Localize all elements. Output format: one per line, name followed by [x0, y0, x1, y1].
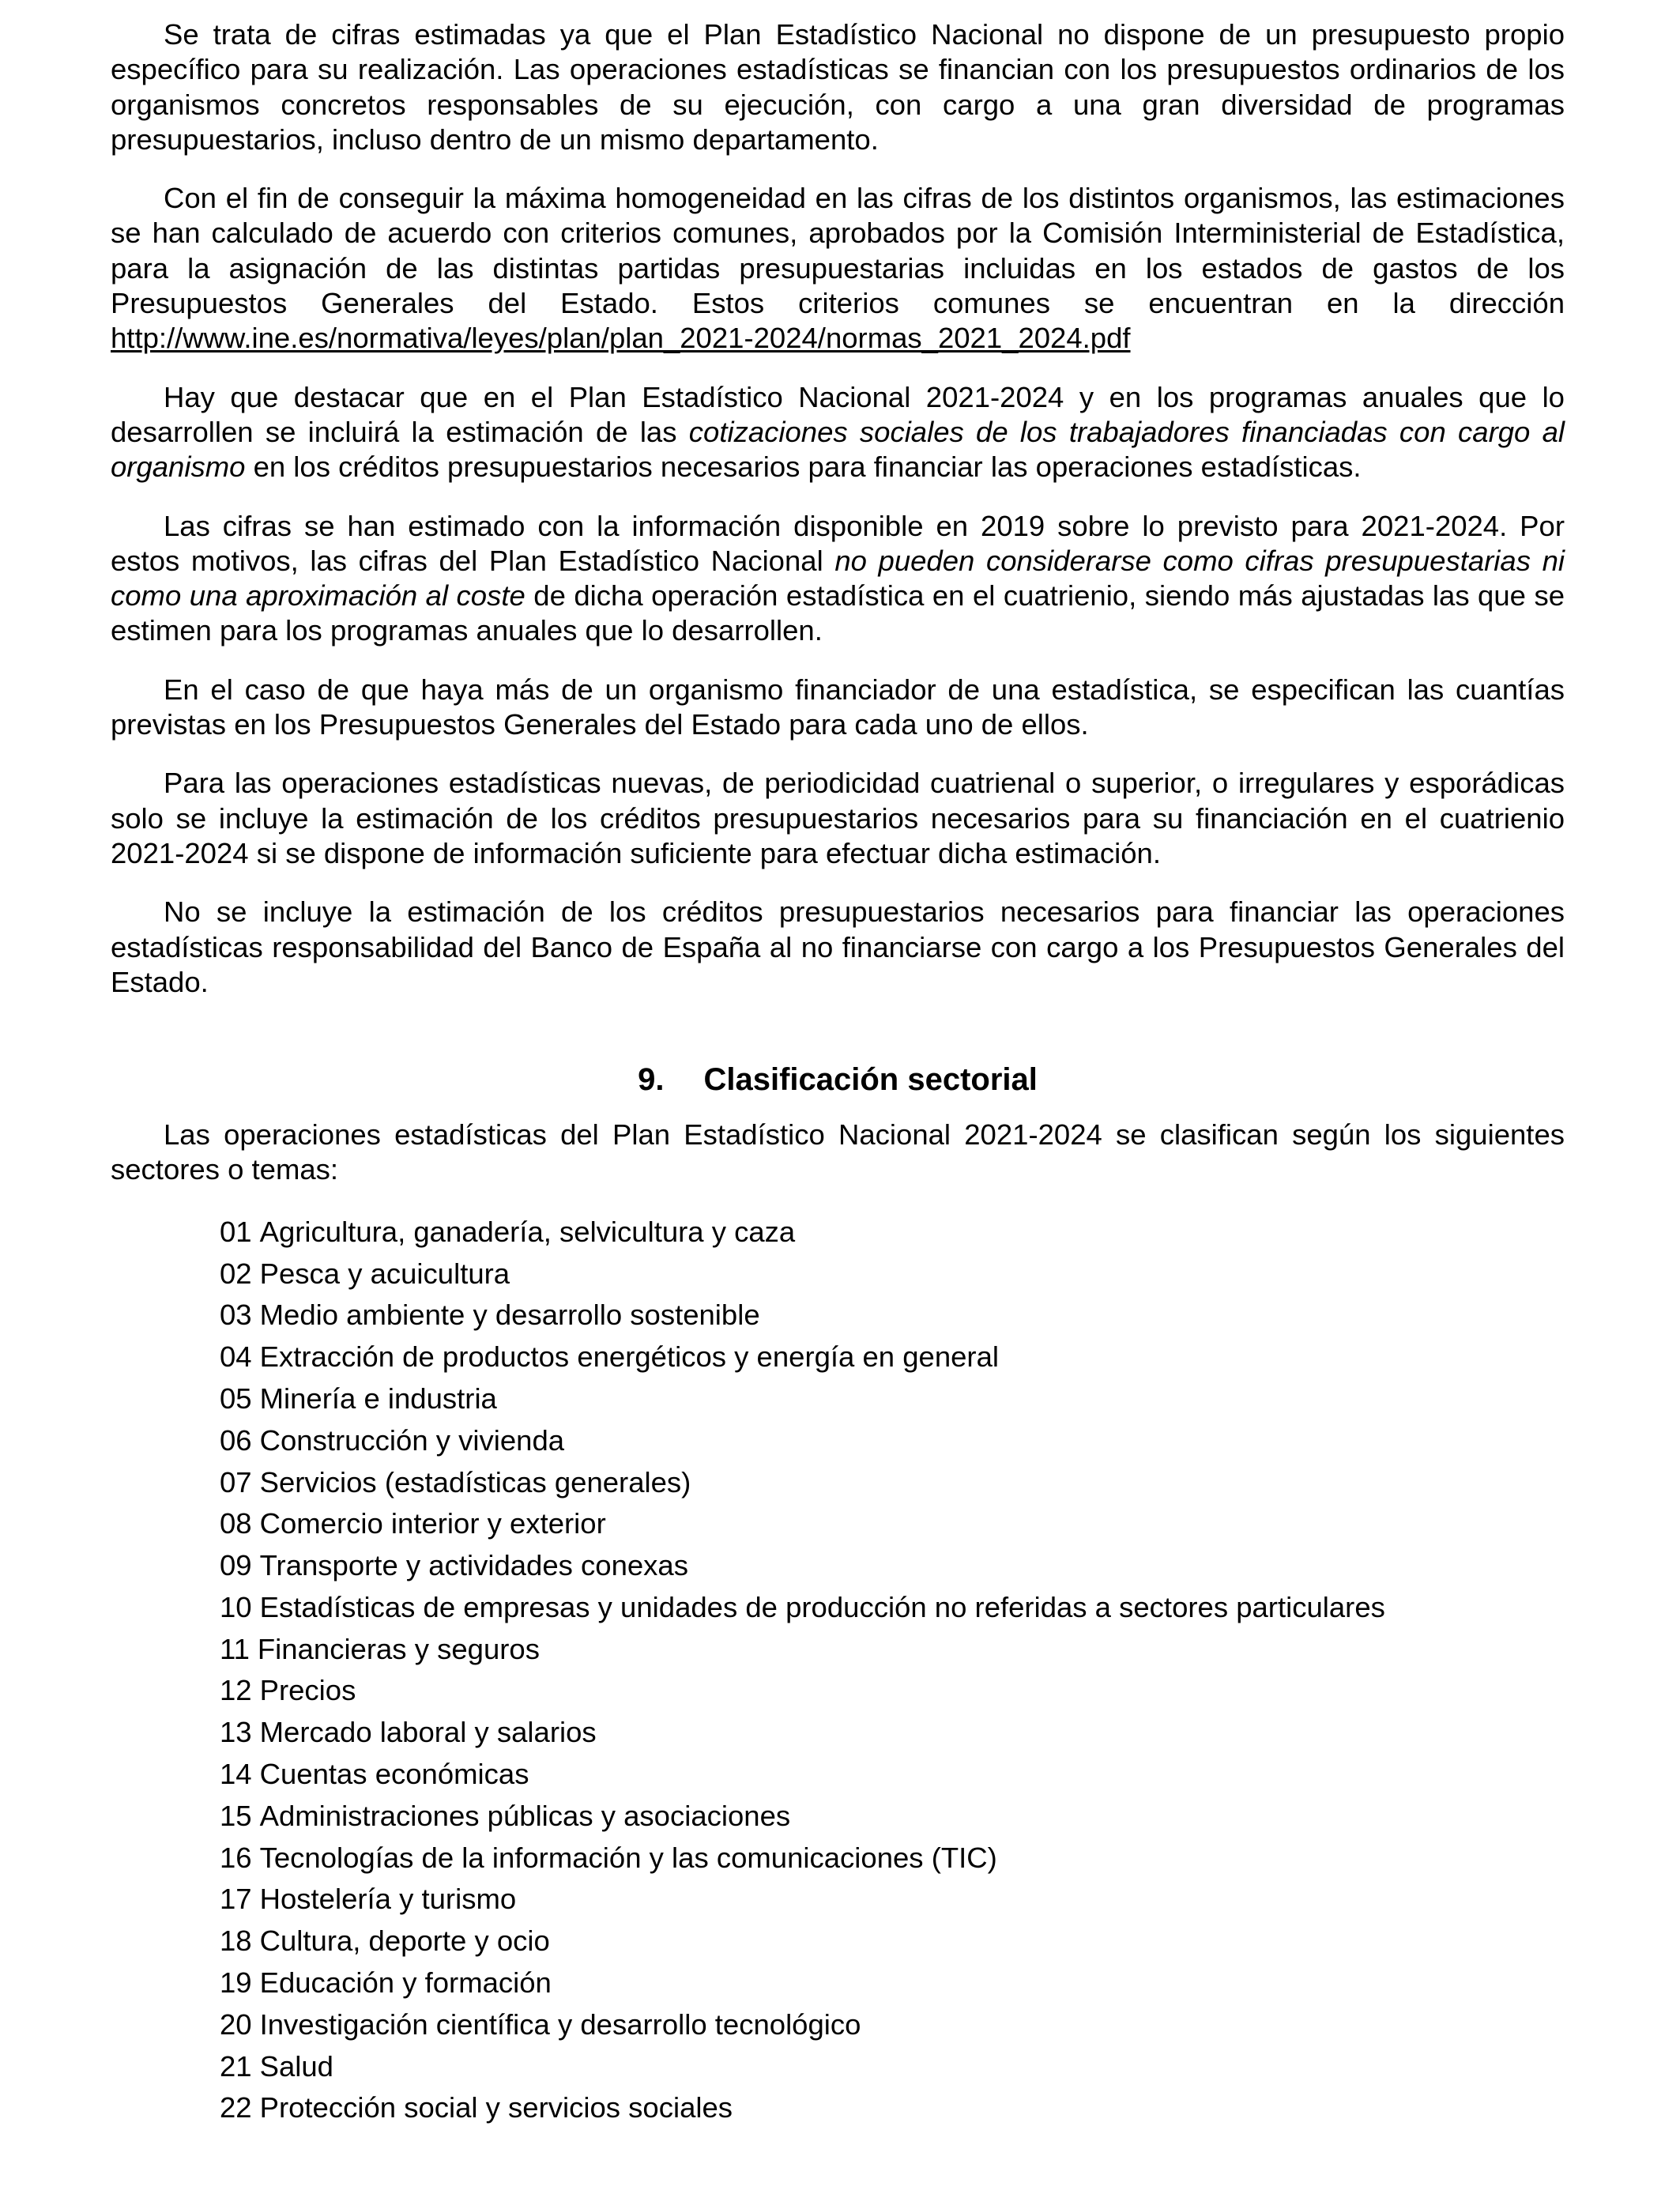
- sector-code: 04: [220, 1340, 252, 1374]
- sector-name: Medio ambiente y desarrollo sostenible: [259, 1299, 760, 1332]
- paragraph-p7: [111, 895, 1565, 1000]
- sector-code: 22: [220, 2091, 252, 2124]
- sector-item: [220, 1754, 1565, 1796]
- sector-item: [220, 1670, 1565, 1712]
- sector-name: Comercio interior y exterior: [259, 1507, 606, 1540]
- paragraph-p1: [111, 17, 1565, 157]
- section-intro: Las operaciones estadísticas del Plan Estadístico Nacional 2021-2024 se clasifican según los siguientes sectores o temas:: [111, 1118, 1565, 1186]
- sector-item: [220, 1295, 1565, 1336]
- sector-item: [220, 1462, 1565, 1504]
- section-title: Clasificación sectorial: [703, 1062, 1038, 1098]
- sector-list: [111, 1212, 1565, 2130]
- sector-code: 05: [220, 1382, 252, 1415]
- sector-name: Estadísticas de empresas y unidades de producción no referidas a sectores particulares: [259, 1590, 1385, 1623]
- sector-item: [220, 2087, 1565, 2129]
- paragraph-p6: [111, 766, 1565, 871]
- sector-code: 14: [220, 1758, 252, 1791]
- sector-item: [220, 1212, 1565, 1253]
- sector-item: [220, 1336, 1565, 1378]
- paragraph-text: Las cifras se han estimado con la información disponible en 2019 sobre lo previsto para 2021-2024. Por estos motivos, las cifras del Plan Estadístico Nacional: [111, 509, 1565, 577]
- sector-name: Administraciones públicas y asociaciones: [259, 1799, 791, 1832]
- sector-item: [220, 1921, 1565, 1962]
- paragraph-text: Hay que destacar que en el Plan Estadístico Nacional 2021-2024 y en los programas anuales que lo desarrollen se incluirá la estimación de las: [111, 380, 1565, 448]
- paragraph-p4: [111, 509, 1565, 649]
- paragraph-text: Con el fin de conseguir la máxima homogeneidad en las cifras de los distintos organismos, las estimaciones se han calculado de acuerdo con criterios comunes, aprobados por la Comisión Interministerial de Estadística, para la asignación de las distintas partidas presupuestarias incluidas en los estados de gastos de los Presupuestos Generales del Estado. Estos criterios comunes se encuentran en la dirección: [111, 182, 1565, 320]
- sector-item: [220, 1587, 1565, 1629]
- sector-item: [220, 1838, 1565, 1879]
- paragraph-p3: [111, 380, 1565, 485]
- sector-item: [220, 1962, 1565, 2004]
- sector-name: Tecnologías de la información y las comunicaciones (TIC): [259, 1841, 997, 1874]
- sector-name: Mercado laboral y salarios: [259, 1716, 597, 1749]
- sector-code: 15: [220, 1799, 252, 1832]
- sector-name: Educación y formación: [259, 1966, 552, 2000]
- sector-code: 16: [220, 1841, 252, 1874]
- sector-code: 08: [220, 1507, 252, 1540]
- sector-code: 07: [220, 1465, 252, 1498]
- sector-name: Financieras y seguros: [257, 1632, 540, 1665]
- sector-name: Hostelería y turismo: [259, 1883, 517, 1916]
- section-heading: [111, 1061, 1565, 1099]
- sector-name: Pesca y acuicultura: [259, 1257, 510, 1290]
- paragraph-text: Para las operaciones estadísticas nuevas, de periodicidad cuatrienal o superior, o irregulares y esporádicas solo se incluye la estimación de los créditos presupuestarios necesarios para su financiación en el cuatrienio 2021-2024 si se dispone de información suficiente para efectuar dicha estimación.: [111, 767, 1565, 869]
- sector-code: 10: [220, 1590, 252, 1623]
- sector-item: [220, 1712, 1565, 1754]
- sector-name: Salud: [259, 2049, 333, 2083]
- sector-code: 02: [220, 1257, 252, 1290]
- sector-code: 20: [220, 2007, 252, 2041]
- sector-name: Investigación científica y desarrollo tecnológico: [259, 2007, 861, 2041]
- sector-name: Construcción y vivienda: [259, 1423, 565, 1457]
- sector-code: 12: [220, 1674, 252, 1707]
- sector-code: 21: [220, 2049, 252, 2083]
- italic-text: no pueden considerarse como cifras presupuestarias ni como una aproximación al coste: [111, 544, 1565, 613]
- sector-code: 03: [220, 1299, 252, 1332]
- criteria-link[interactable]: http://www.ine.es/normativa/leyes/plan/plan_2021-2024/normas_2021_2024.pdf: [111, 322, 1131, 355]
- sector-item: [220, 1378, 1565, 1420]
- paragraph-text: Se trata de cifras estimadas ya que el Plan Estadístico Nacional no dispone de un presupuesto propio específico para su realización. Las operaciones estadísticas se financian con los presupuestos ordinarios de los organismos concretos responsables de su ejecución, con cargo a una gran diversidad de programas presupuestarios, incluso dentro de un mismo departamento.: [111, 18, 1565, 156]
- sector-code: 18: [220, 1924, 252, 1958]
- sector-item: [220, 1545, 1565, 1587]
- sector-name: Extracción de productos energéticos y energía en general: [259, 1340, 999, 1374]
- paragraph-p2: [111, 181, 1565, 356]
- sector-name: Cultura, deporte y ocio: [259, 1924, 550, 1958]
- sector-item: [220, 1420, 1565, 1462]
- italic-text: cotizaciones sociales de los trabajadores financiadas con cargo al organismo: [111, 415, 1565, 484]
- sector-item: [220, 2046, 1565, 2088]
- sector-item: [220, 2004, 1565, 2046]
- sector-name: Transporte y actividades conexas: [259, 1549, 688, 1582]
- sector-name: Servicios (estadísticas generales): [259, 1465, 691, 1498]
- sector-code: 19: [220, 1966, 252, 2000]
- sector-code: 06: [220, 1423, 252, 1457]
- sector-name: Protección social y servicios sociales: [259, 2091, 733, 2124]
- paragraph-text: En el caso de que haya más de un organismo financiador de una estadística, se especifican las cuantías previstas en los Presupuestos Generales del Estado para cada uno de ellos.: [111, 673, 1565, 741]
- sector-name: Precios: [259, 1674, 356, 1707]
- paragraph-p5: [111, 673, 1565, 743]
- sector-item: [220, 1796, 1565, 1838]
- sector-code: 01: [220, 1215, 252, 1248]
- sector-code: 17: [220, 1883, 252, 1916]
- sector-code: 11: [220, 1632, 250, 1665]
- body-paragraphs: [111, 17, 1565, 1000]
- sector-code: 09: [220, 1549, 252, 1582]
- paragraph-text: en los créditos presupuestarios necesarios para financiar las operaciones estadísticas.: [245, 450, 1362, 484]
- sector-item: [220, 1253, 1565, 1295]
- paragraph-text: de dicha operación estadística en el cuatrienio, siendo más ajustadas las que se estimen para los programas anuales que lo desarrollen.: [111, 579, 1565, 647]
- section-number: 9.: [638, 1062, 665, 1098]
- document-page: [111, 17, 1565, 2129]
- sector-item: [220, 1503, 1565, 1545]
- sector-name: Cuentas económicas: [259, 1758, 529, 1791]
- sector-name: Minería e industria: [259, 1382, 497, 1415]
- sector-code: 13: [220, 1716, 252, 1749]
- sector-item: [220, 1629, 1565, 1671]
- sector-name: Agricultura, ganadería, selvicultura y caza: [259, 1215, 796, 1248]
- paragraph-text: No se incluye la estimación de los créditos presupuestarios necesarios para financiar las operaciones estadísticas responsabilidad del Banco de España al no financiarse con cargo a los Presupuestos Generales del Estado.: [111, 895, 1565, 998]
- sector-item: [220, 1879, 1565, 1921]
